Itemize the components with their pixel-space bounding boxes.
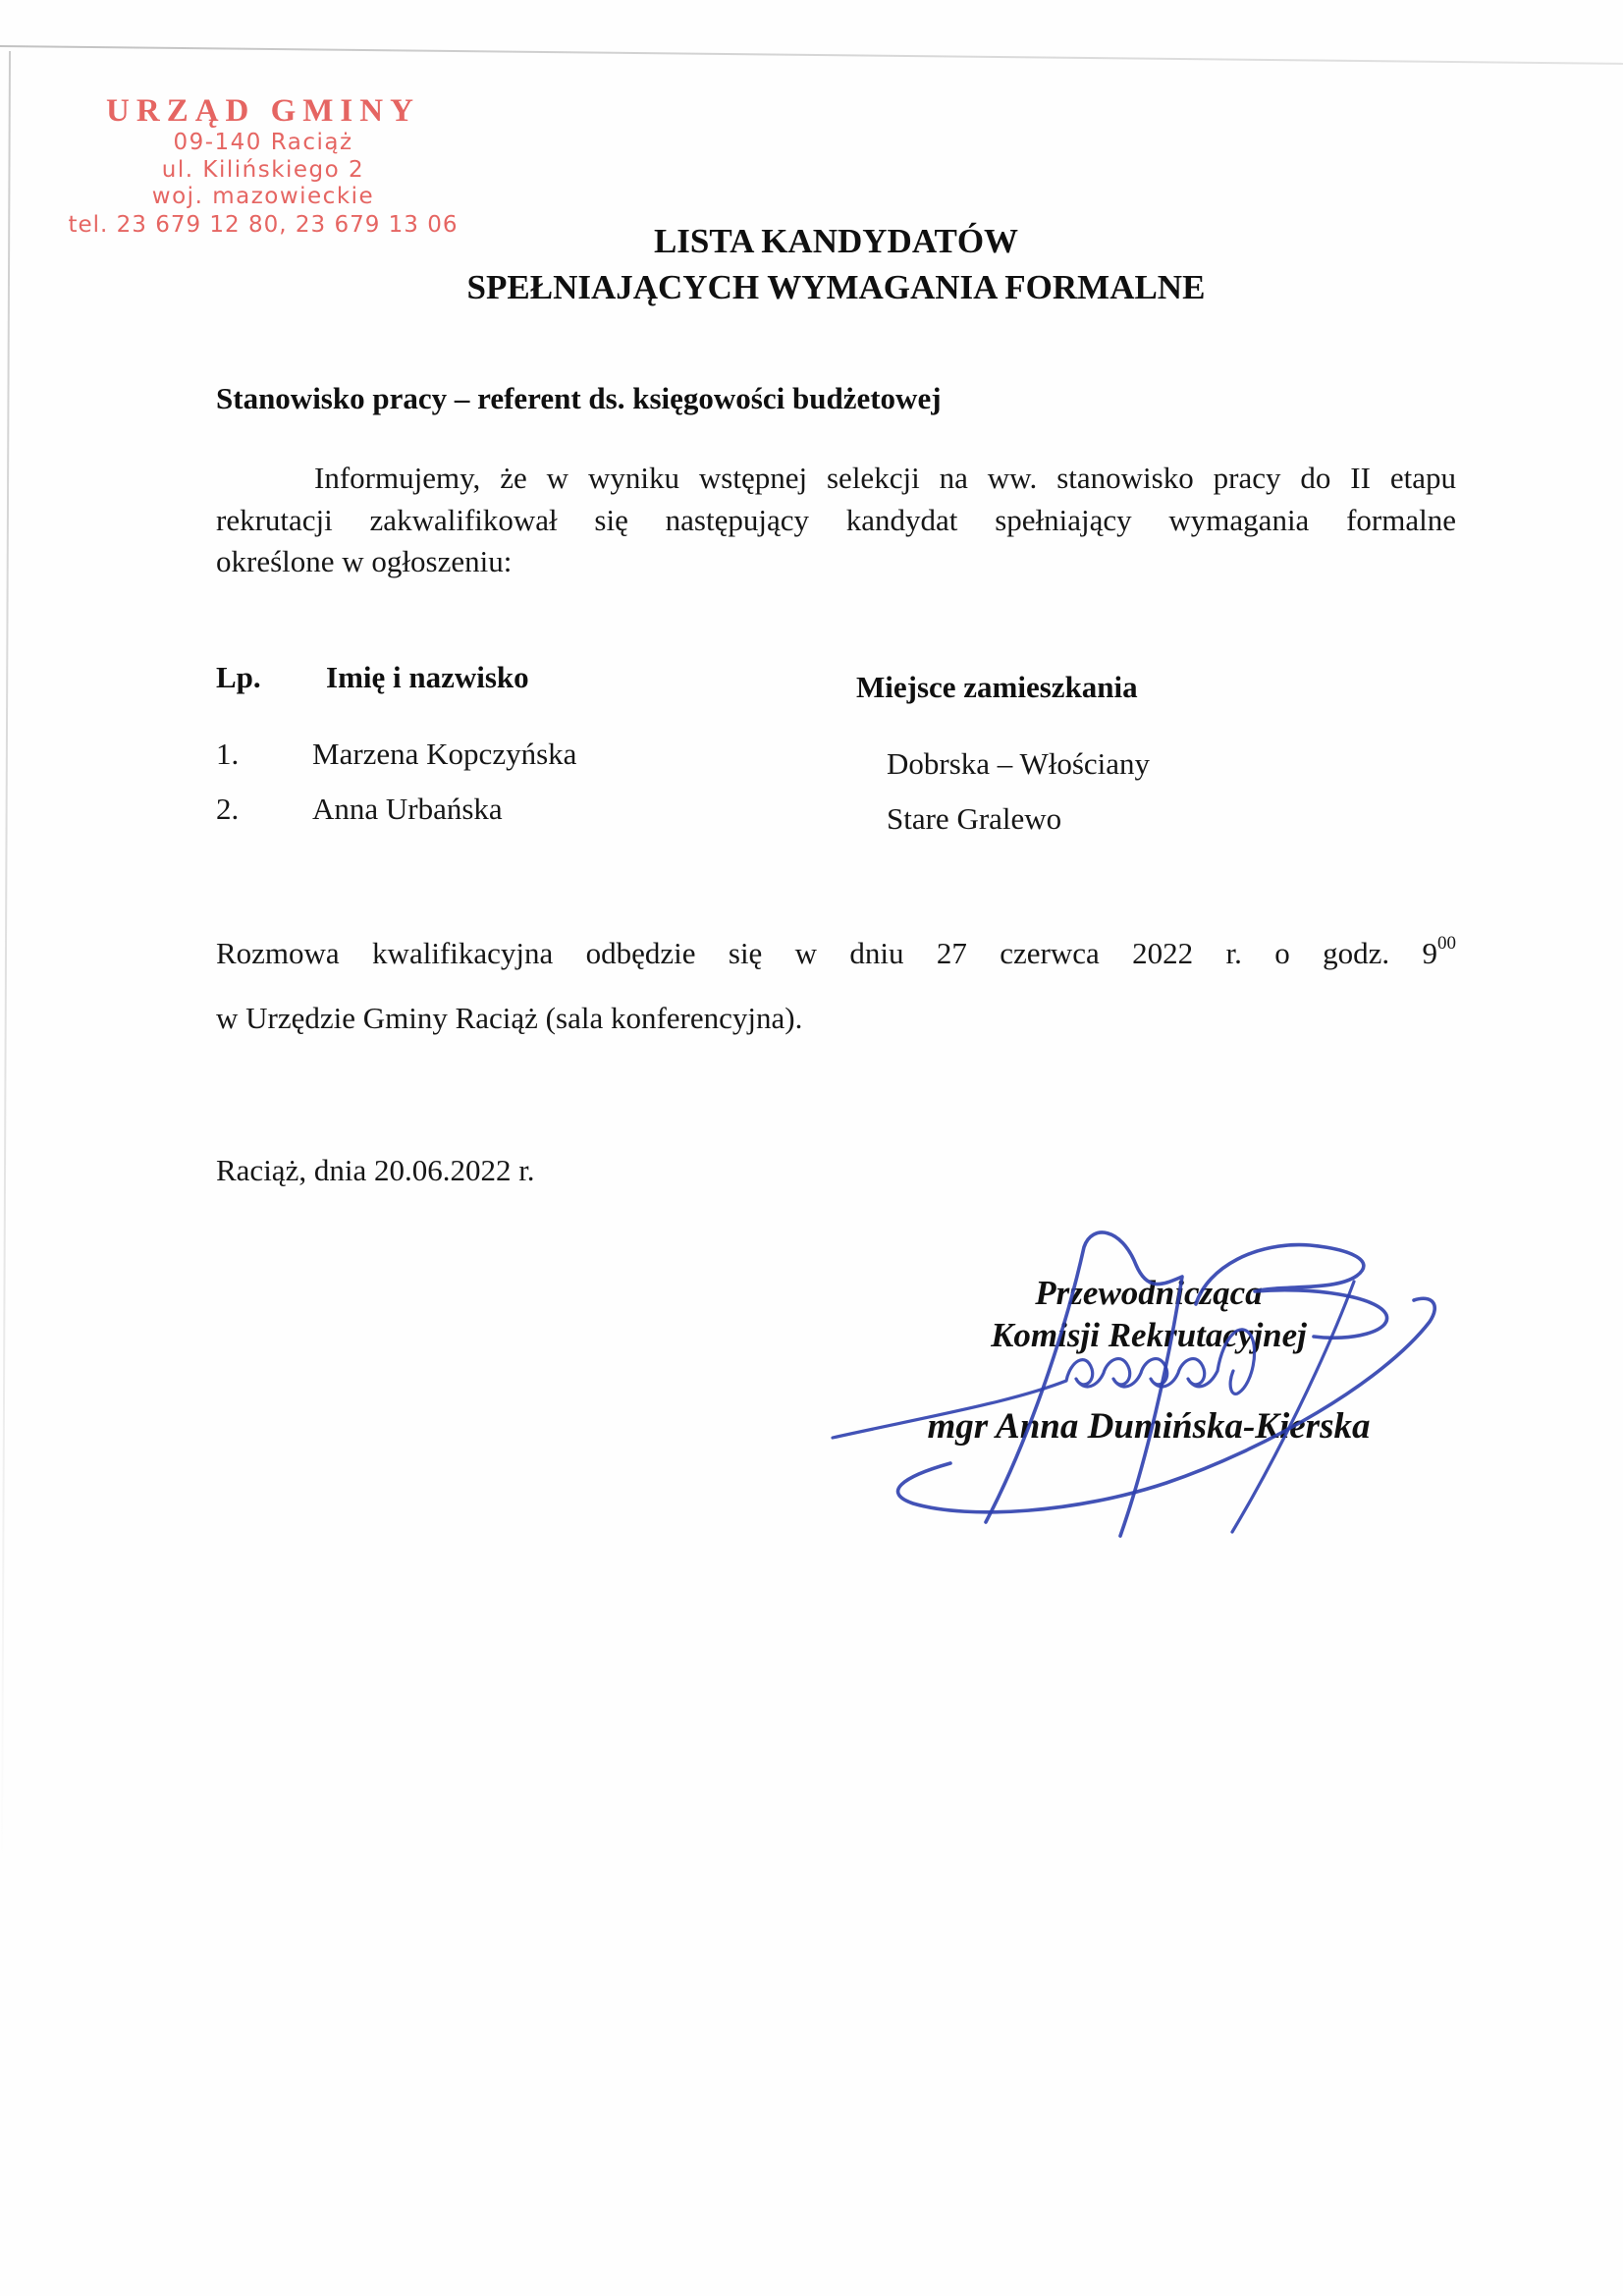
stamp-street: ul. Kilińskiego 2 bbox=[161, 156, 365, 183]
document-title-line2: SPEŁNIAJĄCYCH WYMAGANIA FORMALNE bbox=[466, 268, 1206, 306]
header-place: Miejsce zamieszkania bbox=[856, 670, 1138, 704]
intro-paragraph bbox=[216, 458, 1456, 583]
interview-line1-text: Rozmowa kwalifikacyjna odbędzie się w dniu 27 czerwca 2022 r. o godz. 9 bbox=[216, 936, 1437, 970]
document-title bbox=[216, 218, 1456, 310]
time-superscript: 00 bbox=[1437, 933, 1456, 954]
date-line: Raciąż, dnia 20.06.2022 r. bbox=[216, 1153, 535, 1187]
interview-line2: w Urzędzie Gminy Raciąż (sala konferencyjna). bbox=[216, 1001, 803, 1035]
position-heading: Stanowisko pracy – referent ds. księgowości budżetowej bbox=[216, 381, 942, 415]
row-name: Marzena Kopczyńska bbox=[312, 737, 577, 771]
row-place: Stare Gralewo bbox=[887, 801, 1062, 836]
document-title-line1: LISTA KANDYDATÓW bbox=[653, 222, 1019, 260]
signature-role-line2: Komisji Rekrutacyjnej bbox=[991, 1316, 1307, 1354]
table-header-row bbox=[216, 660, 1456, 704]
table-row bbox=[216, 737, 1456, 781]
scan-artifact-top-line bbox=[0, 45, 1623, 65]
row-lp: 2. bbox=[216, 792, 240, 826]
table-row bbox=[216, 792, 1456, 836]
header-name: Imię i nazwisko bbox=[326, 660, 529, 694]
intro-line2: rekrutacji zakwalifikował się następujący kandydat spełniający wymagania formalne bbox=[216, 502, 1456, 537]
office-stamp bbox=[67, 92, 460, 239]
stamp-office-name: URZĄD GMINY bbox=[106, 93, 420, 129]
signature-role-line1: Przewodnicząca bbox=[1035, 1274, 1263, 1312]
row-lp: 1. bbox=[216, 737, 240, 771]
row-place: Dobrska – Włościany bbox=[887, 746, 1151, 781]
stamp-voivodeship: woj. mazowieckie bbox=[151, 184, 375, 209]
intro-line1: Informujemy, że w wyniku wstępnej selekcji na ww. stanowisko pracy do II etapu bbox=[314, 461, 1456, 495]
stamp-postal-code: 09-140 Raciąż bbox=[173, 130, 353, 155]
interview-line1 bbox=[216, 911, 1456, 986]
row-name: Anna Urbańska bbox=[312, 792, 503, 826]
handwritten-signature-ink bbox=[803, 1226, 1490, 1550]
stamp-phone: tel. 23 679 12 80, 23 679 13 06 bbox=[68, 211, 459, 238]
signature-name: mgr Anna Dumińska-Kierska bbox=[927, 1406, 1371, 1447]
intro-line3: określone w ogłoszeniu: bbox=[216, 544, 513, 578]
scan-artifact-left-line bbox=[1, 51, 11, 1868]
interview-paragraph bbox=[216, 911, 1456, 1051]
header-lp: Lp. bbox=[216, 660, 261, 694]
